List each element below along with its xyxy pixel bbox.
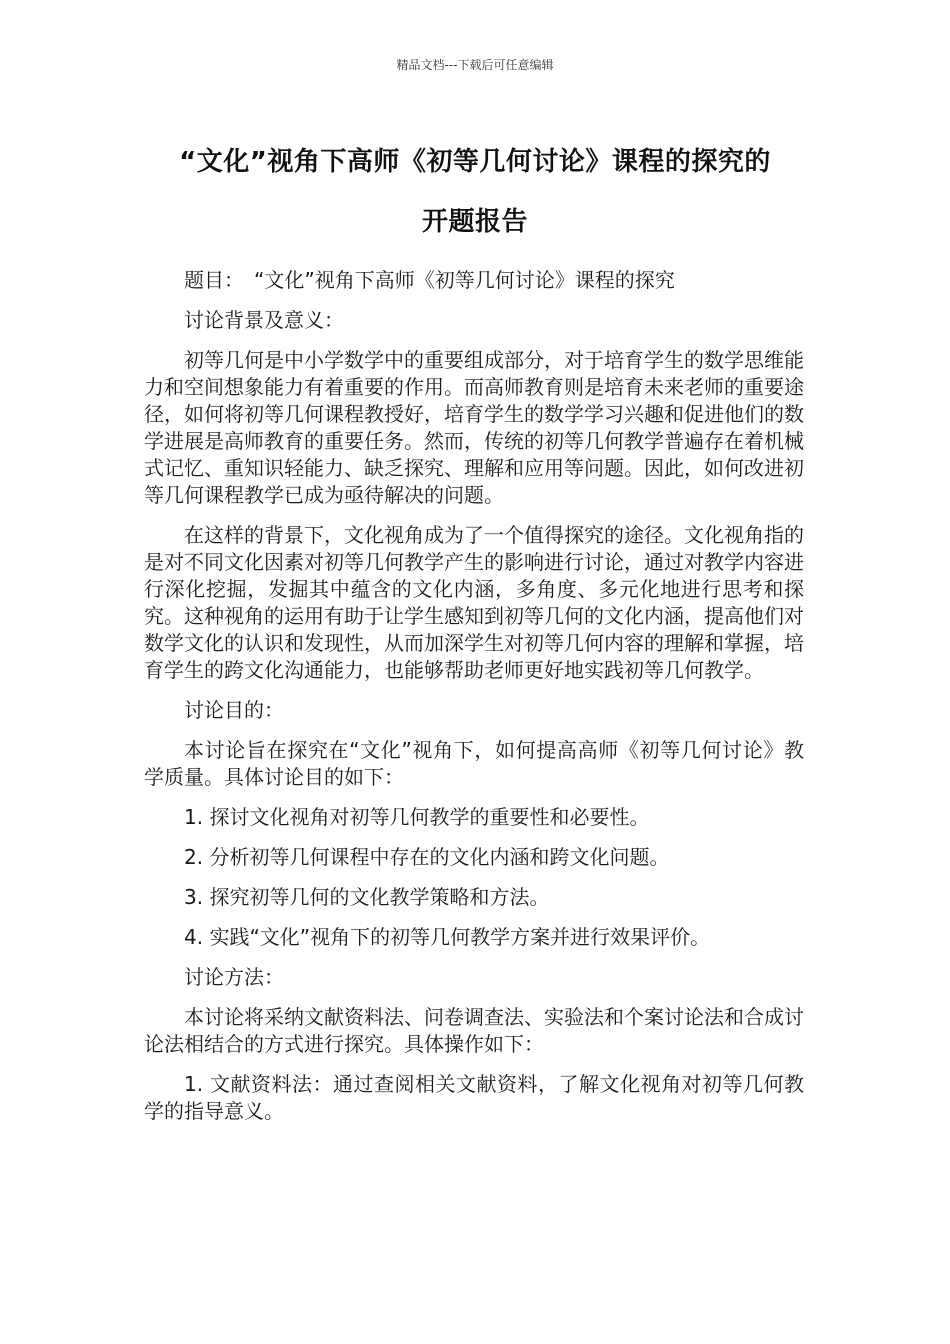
topic-line: 题目： “文化”视角下高师《初等几何讨论》课程的探究 xyxy=(184,268,675,292)
purpose-heading: 讨论目的： xyxy=(184,698,284,722)
title-line-2: 开题报告 xyxy=(421,207,528,237)
method-item: 1. 文献资料法：通过查阅相关文献资料，了解文化视角对初等几何教学的指导意义。 xyxy=(144,1072,804,1123)
method-intro: 本讨论将采纳文献资料法、问卷调查法、实验法和个案讨论法和合成讨论法相结合的方式进行探究。具体操作如下： xyxy=(144,1005,804,1056)
document-body xyxy=(144,267,804,1138)
title-line-1: “文化”视角下高师《初等几何讨论》课程的探究的 xyxy=(179,147,771,177)
purpose-item: 2. 分析初等几何课程中存在的文化内涵和跨文化问题。 xyxy=(184,845,670,869)
purpose-item: 1. 探讨文化视角对初等几何教学的重要性和必要性。 xyxy=(184,805,650,829)
purpose-item: 4. 实践“文化”视角下的初等几何教学方案并进行效果评价。 xyxy=(184,925,711,949)
background-paragraph-2: 在这样的背景下，文化视角成为了一个值得探究的途径。文化视角指的是对不同文化因素对初等几何教学产生的影响进行讨论，通过对教学内容进行深化挖掘，发掘其中蕴含的文化内涵，多角度、多元化地进行思考和探究。这种视角的运用有助于让学生感知到初等几何的文化内涵，提高他们对数学文化的认识和发现性，从而加深学生对初等几何内容的理解和掌握，培育学生的跨文化沟通能力，也能够帮助老师更好地实践初等几何教学。 xyxy=(144,523,804,682)
purpose-item: 3. 探究初等几何的文化教学策略和方法。 xyxy=(184,885,550,909)
method-heading: 讨论方法： xyxy=(184,965,284,989)
document-title xyxy=(120,132,830,252)
background-paragraph-1: 初等几何是中小学数学中的重要组成部分，对于培育学生的数学思维能力和空间想象能力有着重要的作用。而高师教育则是培育未来老师的重要途径，如何将初等几何课程教授好，培育学生的数学学习兴趣和促进他们的数学进展是高师教育的重要任务。然而，传统的初等几何教学普遍存在着机械式记忆、重知识轻能力、缺乏探究、理解和应用等问题。因此，如何改进初等几何课程教学已成为亟待解决的问题。 xyxy=(144,348,804,507)
header-note: 精品文档---下载后可任意编辑 xyxy=(396,58,554,72)
background-heading: 讨论背景及意义： xyxy=(184,308,344,332)
purpose-intro: 本讨论旨在探究在“文化”视角下，如何提高高师《初等几何讨论》教学质量。具体讨论目的如下： xyxy=(144,738,804,789)
